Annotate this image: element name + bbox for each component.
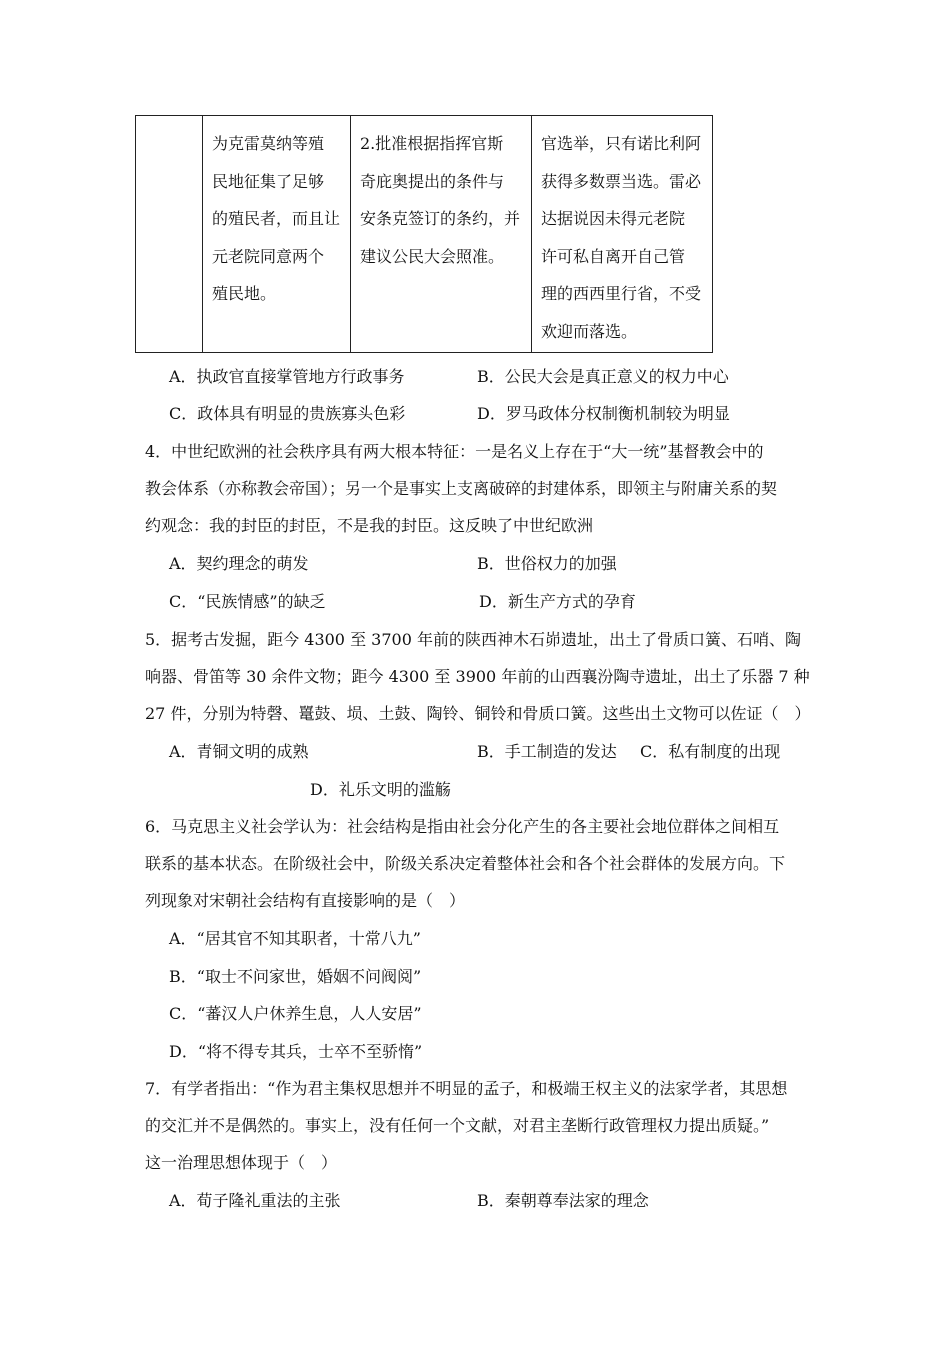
table-text-line: 元老院同意两个 <box>212 246 325 266</box>
table-text-line: 为克雷莫纳等殖 <box>212 134 325 153</box>
q5-stem-line-2: 响器、骨笛等 30 余件文物；距今 4300 至 3900 年前的山西襄汾陶寺遗址，出土了乐器 7 种 <box>145 667 810 686</box>
table-text-line: 许可私自离开自己管 <box>541 246 686 266</box>
table-text-line: 建议公民大会照准。 <box>360 246 505 266</box>
history-table <box>135 115 713 353</box>
q7-stem-line-1: 7．有学者指出：“作为君主集权思想并不明显的孟子，和极端王权主义的法家学者，其思想 <box>145 1079 788 1098</box>
table-text-line: 奇庇奥提出的条件与 <box>360 171 505 191</box>
table-cell-col2 <box>203 116 351 353</box>
q6-option-d[interactable]: D．“将不得专其兵，士卒不至骄惰” <box>169 1042 423 1061</box>
q3-option-d[interactable]: D．罗马政体分权制衡机制较为明显 <box>477 404 730 423</box>
q5-option-b[interactable]: B．手工制造的发达 <box>477 742 617 761</box>
q5-stem-line-3: 27 件，分别为特磬、鼍鼓、埙、土鼓、陶铃、铜铃和骨质口簧。这些出土文物可以佐证（ ） <box>145 704 811 723</box>
table-cell-empty <box>136 116 203 353</box>
q3-option-a[interactable]: A．执政官直接掌管地方行政事务 <box>169 367 405 386</box>
table-cell-col3 <box>351 116 532 353</box>
q5-option-a[interactable]: A．青铜文明的成熟 <box>169 742 309 761</box>
table-text-line: 达据说因未得元老院 <box>541 209 686 228</box>
table-text-line: 获得多数票当选。雷必 <box>541 171 702 191</box>
q6-option-a[interactable]: A．“居其官不知其职者，十常八九” <box>169 929 421 948</box>
q4-option-b[interactable]: B．世俗权力的加强 <box>477 554 617 573</box>
table-text-line: 安条克签订的条约，并 <box>360 209 521 228</box>
q6-option-c[interactable]: C．“蕃汉人户休养生息，人人安居” <box>169 1004 422 1023</box>
q4-option-c[interactable]: C．“民族情感”的缺乏 <box>169 592 326 611</box>
q6-stem-line-3: 列现象对宋朝社会结构有直接影响的是（ ） <box>145 891 466 910</box>
q6-option-b[interactable]: B．“取士不问家世，婚姻不问阀阅” <box>169 967 422 986</box>
q5-stem-line-1: 5．据考古发掘，距今 4300 至 3700 年前的陕西神木石峁遗址，出土了骨质口簧、石哨、陶 <box>145 630 801 649</box>
q4-stem-line-3: 约观念：我的封臣的封臣，不是我的封臣。这反映了中世纪欧洲 <box>145 516 594 535</box>
q4-option-d[interactable]: D．新生产方式的孕育 <box>479 592 636 611</box>
q5-option-d[interactable]: D．礼乐文明的滥觞 <box>310 780 451 799</box>
q6-stem-line-2: 联系的基本状态。在阶级社会中，阶级关系决定着整体社会和各个社会群体的发展方向。下 <box>145 854 786 873</box>
q4-stem-line-2: 教会体系（亦称教会帝国）；另一个是事实上支离破碎的封建体系，即领主与附庸关系的契 <box>145 479 778 498</box>
q7-stem-line-3: 这一治理思想体现于（ ） <box>145 1153 338 1172</box>
q4-option-a[interactable]: A．契约理念的萌发 <box>169 554 309 573</box>
q7-option-b[interactable]: B．秦朝尊奉法家的理念 <box>477 1191 649 1210</box>
q6-stem-line-1: 6．马克思主义社会学认为：社会结构是指由社会分化产生的各主要社会地位群体之间相互 <box>145 817 780 836</box>
table-text-line: 理的西西里行省，不受 <box>541 284 702 303</box>
table-text-line: 殖民地。 <box>212 284 277 303</box>
table-cell-col4 <box>532 116 713 353</box>
q7-stem-line-2: 的交汇并不是偶然的。事实上，没有任何一个文献，对君主垄断行政管理权力提出质疑。” <box>145 1116 770 1135</box>
q3-option-b[interactable]: B．公民大会是真正意义的权力中心 <box>477 367 729 386</box>
table-text-line: 的殖民者，而且让 <box>212 209 341 228</box>
table-text-line: 官选举，只有诺比利阿 <box>541 134 702 153</box>
q3-option-c[interactable]: C．政体具有明显的贵族寡头色彩 <box>169 404 406 423</box>
q4-stem-line-1: 4．中世纪欧洲的社会秩序具有两大根本特征：一是名义上存在于“大一统”基督教会中的 <box>145 442 764 461</box>
q5-option-c[interactable]: C．私有制度的出现 <box>640 742 781 761</box>
table-text-line: 民地征集了足够 <box>212 171 325 191</box>
table-text-line: 2.批准根据指挥官斯 <box>360 134 504 153</box>
q7-option-a[interactable]: A．荀子隆礼重法的主张 <box>169 1191 341 1210</box>
table-text-line: 欢迎而落选。 <box>541 321 638 341</box>
